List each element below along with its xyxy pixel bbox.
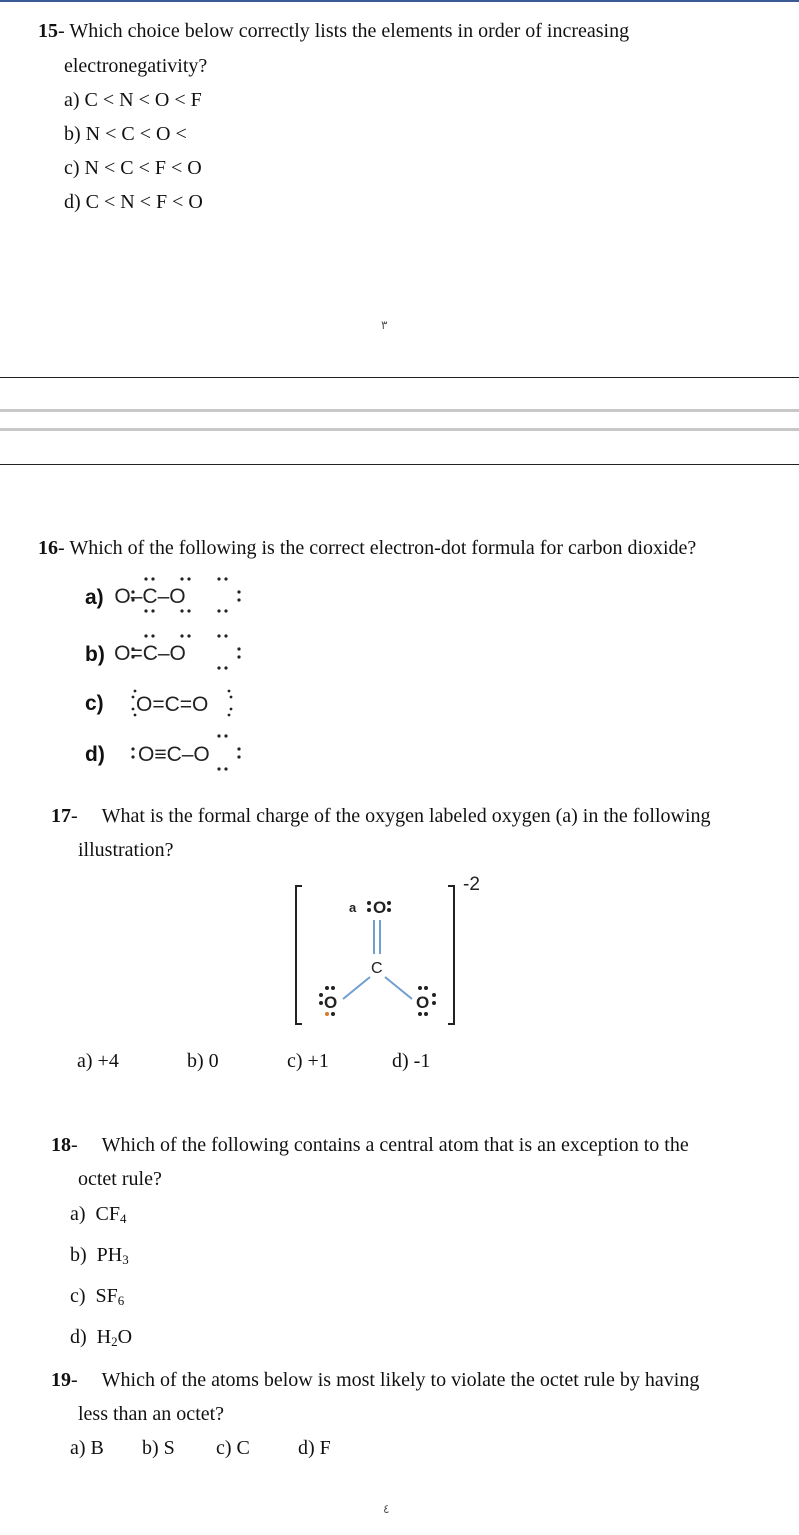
- q17-option-b[interactable]: b) 0: [187, 1050, 219, 1072]
- q16-d-formula: O≡C–O: [138, 743, 210, 766]
- q16-option-d-label[interactable]: d): [85, 743, 105, 766]
- page-divider-2: [0, 464, 799, 465]
- q15-option-a[interactable]: a) C < N < O < F: [64, 89, 202, 111]
- left-oxygen: O: [324, 993, 338, 1012]
- q18-d-sub: 2: [111, 1334, 118, 1349]
- q18-sep: -: [71, 1134, 78, 1156]
- q19-sep: -: [71, 1369, 78, 1391]
- q18-option-b[interactable]: [70, 1244, 129, 1268]
- q18-number: 18: [51, 1134, 71, 1156]
- q15-prompt: [38, 20, 629, 43]
- q18-option-a[interactable]: [70, 1203, 127, 1227]
- q16-number: 16: [38, 537, 58, 559]
- q18-a-label: a): [70, 1203, 86, 1225]
- q16-b-formula: O=C–O: [114, 642, 186, 665]
- q18-prompt: [51, 1134, 689, 1157]
- q16-option-d-structure[interactable]: [126, 731, 256, 775]
- q15-sep: -: [58, 20, 70, 42]
- page-divider-1: [0, 377, 799, 378]
- q18-c-main: SF: [95, 1285, 118, 1307]
- q19-option-c[interactable]: c) C: [216, 1437, 250, 1459]
- top-oxygen: O: [373, 898, 387, 917]
- q17-option-c[interactable]: c) +1: [287, 1050, 329, 1072]
- q18-d-tail: O: [117, 1326, 133, 1348]
- q19-option-b[interactable]: b) S: [142, 1437, 175, 1459]
- q19-option-a[interactable]: a) B: [70, 1437, 104, 1459]
- q15-option-d[interactable]: d) C < N < F < O: [64, 191, 203, 213]
- q17-number: 17: [51, 805, 71, 827]
- q17-option-d[interactable]: d) -1: [392, 1050, 431, 1072]
- q18-b-sub: 3: [122, 1252, 129, 1267]
- q16-option-b-label[interactable]: b): [85, 643, 105, 666]
- q16-prompt: [38, 537, 696, 560]
- q19-option-d[interactable]: d) F: [298, 1437, 331, 1459]
- q17-prompt: [51, 805, 711, 828]
- q18-a-sub: 4: [120, 1211, 127, 1226]
- q16-a-formula: O–C–O: [114, 585, 186, 608]
- q18-a-main: CF: [95, 1203, 121, 1225]
- q17-sep: -: [71, 805, 78, 827]
- ion-charge: -2: [463, 874, 480, 895]
- q16-option-a-structure[interactable]: [114, 574, 256, 618]
- q15-number: 15: [38, 20, 58, 42]
- q18-c-label: c): [70, 1285, 86, 1307]
- q17-option-a[interactable]: a) +4: [77, 1050, 119, 1072]
- q18-b-main: PH: [96, 1244, 123, 1266]
- q16-option-a-label[interactable]: a): [85, 586, 104, 609]
- q15-line1: Which choice below correctly lists the elements in order of increasing: [69, 20, 630, 42]
- q19-number: 19: [51, 1369, 71, 1391]
- page-gap-divider-1: [0, 409, 799, 412]
- q18-option-d[interactable]: [70, 1326, 132, 1350]
- q18-d-main: H: [96, 1326, 112, 1348]
- q18-b-label: b): [70, 1244, 87, 1266]
- q16-option-c-structure[interactable]: [126, 680, 256, 724]
- q17-line2: illustration?: [78, 839, 174, 861]
- left-bracket: [296, 886, 302, 1024]
- q18-line1: Which of the following contains a central atom that is an exception to the: [101, 1134, 689, 1156]
- right-oxygen: O: [416, 993, 430, 1012]
- q19-line1: Which of the atoms below is most likely to violate the octet rule by having: [101, 1369, 700, 1391]
- q17-line1: What is the formal charge of the oxygen labeled oxygen (a) in the following: [101, 805, 711, 827]
- label-a: a: [349, 900, 357, 915]
- carbon: C: [371, 960, 383, 977]
- q18-option-c[interactable]: [70, 1285, 124, 1309]
- q18-c-sub: 6: [117, 1293, 125, 1308]
- q18-line2: octet rule?: [78, 1168, 162, 1190]
- q16-option-b-structure[interactable]: [114, 631, 256, 675]
- q15-line2: electronegativity?: [64, 55, 208, 77]
- q16-c-formula: O=C=O: [136, 693, 209, 716]
- page-number-2: ٤: [383, 1502, 390, 1516]
- q15-option-c[interactable]: c) N < C < F < O: [64, 157, 202, 179]
- q19-prompt: [51, 1369, 699, 1392]
- q16-option-c-label[interactable]: c): [85, 692, 104, 715]
- carbonate-ion-figure: [288, 868, 498, 1034]
- top-rule: [0, 0, 799, 2]
- q19-line2: less than an octet?: [78, 1403, 225, 1425]
- q16-sep: -: [58, 537, 70, 559]
- right-bracket: [448, 886, 454, 1024]
- page-number-1: ٣: [381, 318, 388, 332]
- page-gap-divider-2: [0, 428, 799, 431]
- q18-d-label: d): [70, 1326, 87, 1348]
- q15-option-b[interactable]: b) N < C < O <: [64, 123, 187, 145]
- q16-text: Which of the following is the correct electron-dot formula for carbon dioxide?: [69, 537, 697, 559]
